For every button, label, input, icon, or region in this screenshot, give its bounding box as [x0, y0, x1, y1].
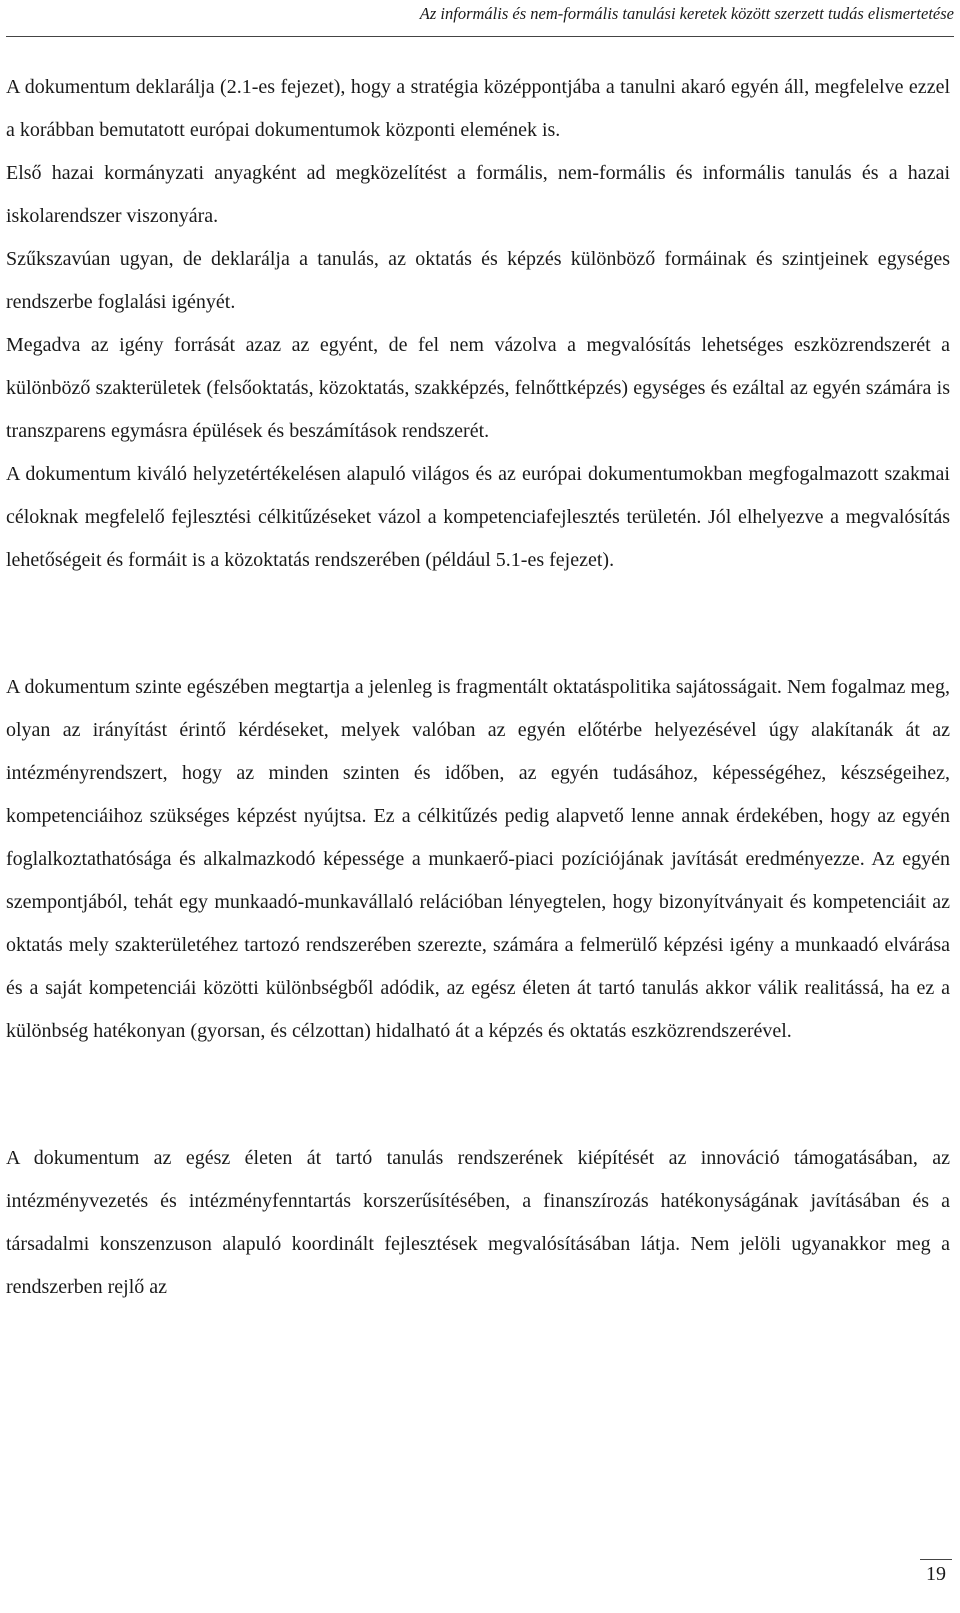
paragraph-6: A dokumentum szinte egészében megtartja a jelenleg is fragmentált oktatáspolitika sajátosságait. Nem fogalmaz meg, olyan az irányítást érintő kérdéseket, melyek valóban az egyén előtérbe helyezésével úgy alakítanák át az intézményrendszert, hogy az minden szinten és időben, az egyén tudásához, képességéhez, készségeihez, kompetenciáihoz szükséges képzést nyújtsa. Ez a célkitűzés pedig alapvető lenne annak érdekében, hogy az egyén foglalkoztathatósága és alkalmazkodó képessége a munkaerő-piaci pozíciójának javítását eredményezze. Az egyén szempontjából, tehát egy munkaadó-munkavállaló relációban lényegtelen, hogy bizonyítványait és kompetenciáit az oktatás mely szakterületéhez tartozó rendszerében szerezte, számára a felmerülő képzési igény a munkaadó elvárása és a saját kompetenciái közötti különbségből adódik, az egész életen át tartó tanulás akkor válik realitássá, ha ez a különbség hatékonyan (gyorsan, és célzottan) hidalható át a képzés és oktatás eszközrendszerével.	[6, 676, 950, 1042]
running-header	[6, 0, 954, 37]
paragraph-4: Megadva az igény forrását azaz az egyént, de fel nem vázolva a megvalósítás lehetséges eszközrendszerét a különböző szakterületek (felsőoktatás, közoktatás, szakképzés, felnőttképzés) egységes és ezáltal az egyén számára is transzparens egymásra épülések és beszámítások rendszerét.	[6, 334, 950, 442]
section-spacer	[6, 582, 950, 666]
document-body	[6, 66, 950, 1309]
paragraph-1: A dokumentum deklarálja (2.1-es fejezet), hogy a stratégia középpontjába a tanulni akaró egyén áll, megfelelve ezzel a korábban bemutatott európai dokumentumok központi elemének is.	[6, 76, 950, 141]
paragraph-2: Első hazai kormányzati anyagként ad megközelítést a formális, nem-formális és informális tanulás és a hazai iskolarendszer viszonyára.	[6, 162, 950, 227]
running-header-title: Az informális és nem-formális tanulási keretek között szerzett tudás elismertetése	[419, 4, 954, 23]
paragraph-5: A dokumentum kiváló helyzetértékelésen alapuló világos és az európai dokumentumokban megfogalmazott szakmai céloknak megfelelő fejlesztési célkitűzéseket vázol a kompetenciafejlesztés területén. Jól elhelyezve a megvalósítás lehetőségeit és formáit is a közoktatás rendszerében (például 5.1-es fejezet).	[6, 463, 950, 571]
paragraph-3: Szűkszavúan ugyan, de deklarálja a tanulás, az oktatás és képzés különböző formáinak és szintjeinek egységes rendszerbe foglalási igényét.	[6, 248, 950, 313]
page-number: 19	[920, 1559, 952, 1586]
section-spacer	[6, 1053, 950, 1137]
paragraph-7: A dokumentum az egész életen át tartó tanulás rendszerének kiépítését az innováció támogatásában, az intézményvezetés és intézményfenntartás korszerűsítésében, a finanszírozás hatékonyságának javításában és a társadalmi konszenzuson alapuló koordinált fejlesztések megvalósításában látja. Nem jelöli ugyanakkor meg a rendszerben rejlő az	[6, 1147, 950, 1298]
